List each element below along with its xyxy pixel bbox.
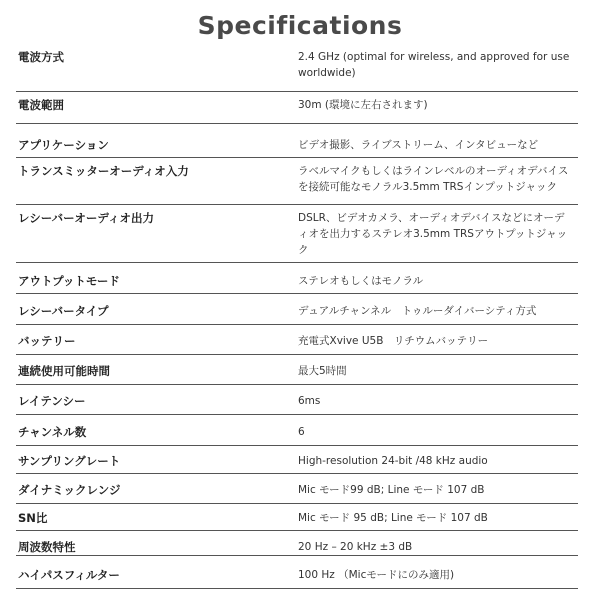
- spec-label: 電波方式: [18, 50, 64, 64]
- spec-value: 30m (環境に左右されます): [298, 99, 428, 111]
- spec-label: トランスミッターオーディオ入力: [18, 164, 189, 178]
- spec-label: 連続使用可能時間: [18, 364, 110, 378]
- spec-label: レシーバーオーディオ出力: [18, 211, 154, 225]
- spec-row-continuous-use: [16, 358, 578, 385]
- spec-value: 2.4 GHz (optimal for wireless, and approved for use worldwide): [298, 51, 570, 79]
- spec-row-battery: [16, 328, 578, 355]
- spec-row-sampling-rate: [16, 448, 578, 474]
- spec-row-transmitter-input: [16, 158, 578, 205]
- spec-row-output-mode: [16, 268, 578, 294]
- spec-value: 100 Hz （Micモードにのみ適用): [298, 569, 455, 581]
- spec-label: アウトプットモード: [18, 274, 120, 288]
- spec-row-snr: [16, 505, 578, 531]
- spec-value: DSLR、ビデオカメラ、オーディオデバイスなどにオーディオを出力するステレオ3.5mm TRSアウトプットジャック: [298, 212, 568, 256]
- spec-row-receiver-output: [16, 205, 578, 263]
- spec-row-radio-method: [16, 44, 578, 92]
- spec-value: ステレオもしくはモノラル: [298, 275, 424, 287]
- spec-row-channels: [16, 419, 578, 446]
- spec-value: 最大5時間: [298, 365, 347, 377]
- spec-row-high-pass-filter: [16, 562, 578, 589]
- spec-value: Mic モード99 dB; Line モード 107 dB: [298, 484, 485, 496]
- spec-value: ラベルマイクもしくはラインレベルのオーディオデバイスを接続可能なモノラル3.5mm TRSインプットジャック: [298, 165, 569, 193]
- spec-row-dynamic-range: [16, 477, 578, 504]
- spec-row-radio-range: [16, 92, 578, 124]
- spec-label: ハイパスフィルター: [18, 568, 120, 582]
- spec-value: Mic モード 95 dB; Line モード 107 dB: [298, 512, 488, 524]
- spec-row-application: [16, 132, 578, 158]
- spec-row-receiver-type: [16, 298, 578, 325]
- spec-label: アプリケーション: [18, 138, 109, 152]
- spec-label: レイテンシー: [18, 394, 86, 408]
- spec-label: サンプリングレート: [18, 454, 121, 468]
- spec-label: レシーバータイプ: [18, 304, 109, 318]
- spec-label: バッテリー: [18, 334, 76, 348]
- page-title: Specifications: [197, 11, 403, 40]
- spec-label: チャンネル数: [18, 425, 87, 439]
- spec-value: デュアルチャンネル トゥルーダイバーシティ方式: [298, 305, 537, 317]
- spec-label: 周波数特性: [18, 540, 76, 554]
- spec-value: 6ms: [298, 395, 321, 407]
- spec-value: ビデオ撮影、ライブストリーム、インタビューなど: [298, 139, 539, 151]
- spec-value: 充電式Xvive U5B リチウムバッテリー: [298, 335, 489, 347]
- spec-value: 6: [298, 426, 305, 438]
- spec-value: High-resolution 24-bit /48 kHz audio: [298, 455, 488, 467]
- spec-value: 20 Hz – 20 kHz ±3 dB: [298, 541, 413, 553]
- spec-label: SN比: [18, 511, 48, 525]
- spec-row-frequency-response: [16, 534, 578, 556]
- spec-row-latency: [16, 388, 578, 415]
- spec-label: 電波範囲: [18, 98, 64, 112]
- spec-label: ダイナミックレンジ: [18, 483, 121, 497]
